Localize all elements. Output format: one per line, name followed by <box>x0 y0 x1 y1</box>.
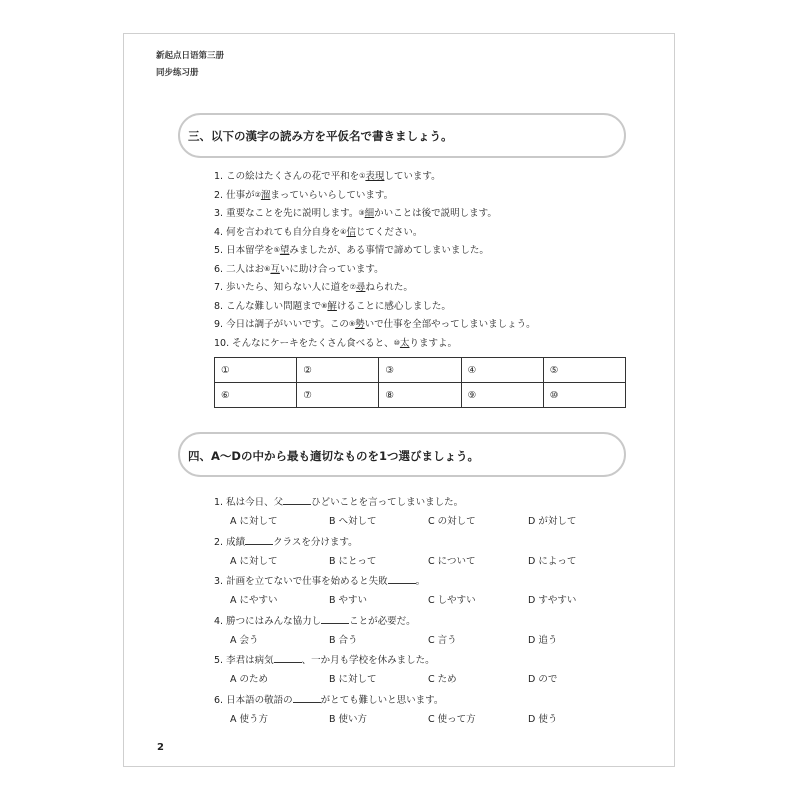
target-kanji: 尋 <box>355 282 366 293</box>
choice-question <box>214 652 435 666</box>
question-number: 5. <box>214 655 224 666</box>
blank-marker: ⑤ <box>273 246 280 254</box>
answer-option[interactable]: D によって <box>528 555 577 567</box>
question-number: 4. <box>214 615 224 627</box>
question-text: この絵はたくさんの花で平和を <box>226 171 360 182</box>
answer-cell[interactable]: ⑥ <box>215 383 297 408</box>
answer-option[interactable]: D 使う <box>528 713 558 725</box>
question-text: ひどいことを言ってしまいました。 <box>311 497 464 508</box>
section4-title: 四、A～Dの中から最も適切なものを1つ選びましょう。 <box>188 449 479 463</box>
reading-question <box>214 279 413 293</box>
reading-question <box>214 242 489 256</box>
reading-question <box>214 224 422 238</box>
target-kanji: 解 <box>327 300 337 312</box>
question-text: りますよ。 <box>409 337 457 349</box>
answer-cell[interactable]: ⑦ <box>297 383 379 408</box>
question-text: 成績 <box>226 536 246 548</box>
reading-question <box>214 187 393 201</box>
answer-blank[interactable] <box>245 536 273 545</box>
answer-cell[interactable]: ⑩ <box>543 383 625 408</box>
answer-option[interactable]: B 使い方 <box>329 713 368 725</box>
choice-question <box>214 534 358 548</box>
blank-marker: ⑥ <box>264 264 271 273</box>
question-text: 重要なことを先に説明します。 <box>226 208 359 219</box>
answer-table-row <box>215 383 626 408</box>
answer-blank[interactable] <box>293 694 321 703</box>
answer-table-row <box>215 358 626 383</box>
answer-option[interactable]: B へ対して <box>329 516 377 527</box>
question-text: ことが必要だ。 <box>349 615 416 627</box>
answer-option[interactable]: A 使う方 <box>230 713 269 725</box>
question-number: 6. <box>214 263 224 275</box>
answer-option[interactable]: B に対して <box>329 674 377 685</box>
answer-option[interactable]: D 追う <box>528 634 558 646</box>
question-text: みましたが、ある事情で諦めてしまいました。 <box>289 245 489 256</box>
target-kanji: 表現 <box>365 171 385 182</box>
question-number: 5. <box>214 245 224 256</box>
blank-marker: ⑩ <box>393 338 400 347</box>
question-number: 7. <box>214 282 224 293</box>
question-text: 。 <box>415 576 426 587</box>
answer-option[interactable]: B やすい <box>329 595 368 606</box>
question-text: 、一か月も学校を休みました。 <box>301 655 435 666</box>
answer-option[interactable]: D ので <box>528 674 558 685</box>
question-number: 1. <box>214 171 224 182</box>
answer-cell[interactable]: ⑤ <box>543 358 625 383</box>
answer-option[interactable]: B にとって <box>329 555 377 567</box>
book-title: 新起点日语第三册 <box>156 51 225 61</box>
answer-table <box>214 357 626 408</box>
choice-question <box>214 573 425 587</box>
answer-cell[interactable]: ④ <box>461 358 543 383</box>
answer-option[interactable]: A に対して <box>230 516 278 527</box>
answer-option[interactable]: C の対して <box>428 516 476 527</box>
answer-option[interactable]: A 会う <box>230 634 259 646</box>
question-number: 8. <box>214 300 224 312</box>
answer-option[interactable]: C 使って方 <box>428 713 476 725</box>
answer-cell[interactable]: ③ <box>379 358 461 383</box>
choice-question <box>214 692 443 706</box>
answer-blank[interactable] <box>283 496 311 505</box>
answer-cell[interactable]: ② <box>297 358 379 383</box>
question-text: 何を言われても自分自身を <box>226 226 341 238</box>
question-number: 10. <box>214 337 230 349</box>
question-text: しています。 <box>384 171 441 182</box>
question-text: 勝つにはみんな協力し <box>226 615 322 627</box>
answer-option[interactable]: A にやすい <box>230 595 278 606</box>
answer-option[interactable]: D が対して <box>528 516 577 527</box>
question-number: 3. <box>214 576 224 587</box>
answer-blank[interactable] <box>274 654 302 663</box>
target-kanji: 勢 <box>355 319 365 330</box>
answer-cell[interactable]: ① <box>215 358 297 383</box>
reading-question <box>214 335 457 349</box>
blank-marker: ④ <box>340 227 347 236</box>
answer-option[interactable]: C について <box>428 555 476 567</box>
question-text: がとても難しいと思います。 <box>320 694 444 706</box>
question-number: 6. <box>214 694 224 706</box>
answer-blank[interactable] <box>388 575 416 584</box>
reading-question <box>214 261 384 275</box>
answer-option[interactable]: C ため <box>428 674 457 685</box>
answer-cell[interactable]: ⑨ <box>461 383 543 408</box>
answer-option[interactable]: C しやすい <box>428 595 476 606</box>
question-text: クラスを分けます。 <box>273 536 358 548</box>
question-number: 2. <box>214 536 224 548</box>
blank-marker: ⑧ <box>321 301 328 310</box>
question-text: まっていらいらしています。 <box>270 189 394 201</box>
question-text: いで仕事を全部やってしまいましょう。 <box>364 319 536 330</box>
answer-blank[interactable] <box>321 615 349 624</box>
book-subtitle: 同步练习册 <box>156 68 199 78</box>
blank-marker: ③ <box>358 209 365 217</box>
question-number: 9. <box>214 319 224 330</box>
question-text: 日本留学を <box>226 245 274 256</box>
question-text: けることに感心しました。 <box>336 300 451 312</box>
question-text: 歩いたら、知らない人に道を <box>226 282 350 293</box>
answer-cell[interactable]: ⑧ <box>379 383 461 408</box>
question-text: かいことは後で説明します。 <box>374 208 497 219</box>
question-text: 計画を立てないで仕事を始めると失敗 <box>226 576 388 587</box>
blank-marker: ① <box>359 172 366 180</box>
page-number: 2 <box>157 742 164 753</box>
blank-marker: ⑦ <box>349 283 356 291</box>
reading-question <box>214 316 536 330</box>
section3-title: 三、以下の漢字の読み方を平仮名で書きましょう。 <box>188 129 453 143</box>
answer-option[interactable]: D すやすい <box>528 595 577 606</box>
target-kanji: 信 <box>346 226 356 238</box>
question-text: いに助け合っています。 <box>279 263 384 275</box>
choice-question <box>214 494 463 508</box>
question-text: 仕事が <box>226 189 255 201</box>
blank-marker: ⑨ <box>348 320 356 328</box>
target-kanji: 太 <box>399 337 410 349</box>
reading-question <box>214 205 497 219</box>
answer-option[interactable]: A のため <box>230 674 269 685</box>
answer-option[interactable]: B 合う <box>329 634 358 646</box>
question-number: 3. <box>214 208 224 219</box>
question-text: ねられた。 <box>365 282 413 293</box>
reading-question <box>214 168 441 182</box>
answer-option[interactable]: C 言う <box>428 634 457 646</box>
question-text: 二人はお <box>226 263 265 275</box>
choice-question <box>214 613 416 627</box>
target-kanji: 望 <box>279 245 290 256</box>
question-text: 李君は病気 <box>226 655 274 666</box>
answer-option[interactable]: A に対して <box>230 555 278 567</box>
question-text: 私は今日、父 <box>226 497 284 508</box>
target-kanji: 溜 <box>260 189 271 201</box>
question-text: こんな難しい問題まで <box>226 300 322 312</box>
target-kanji: 互 <box>270 263 280 275</box>
blank-marker: ② <box>254 190 261 199</box>
question-text: そんなにケーキをたくさん食べると、 <box>232 337 394 349</box>
question-number: 1. <box>214 497 224 508</box>
question-text: じてください。 <box>355 226 423 238</box>
question-number: 2. <box>214 189 224 201</box>
target-kanji: 細 <box>364 208 375 219</box>
question-text: 日本語の敬語の <box>226 694 293 706</box>
question-number: 4. <box>214 226 224 238</box>
reading-question <box>214 298 451 312</box>
question-text: 今日は調子がいいです。この <box>226 319 349 330</box>
